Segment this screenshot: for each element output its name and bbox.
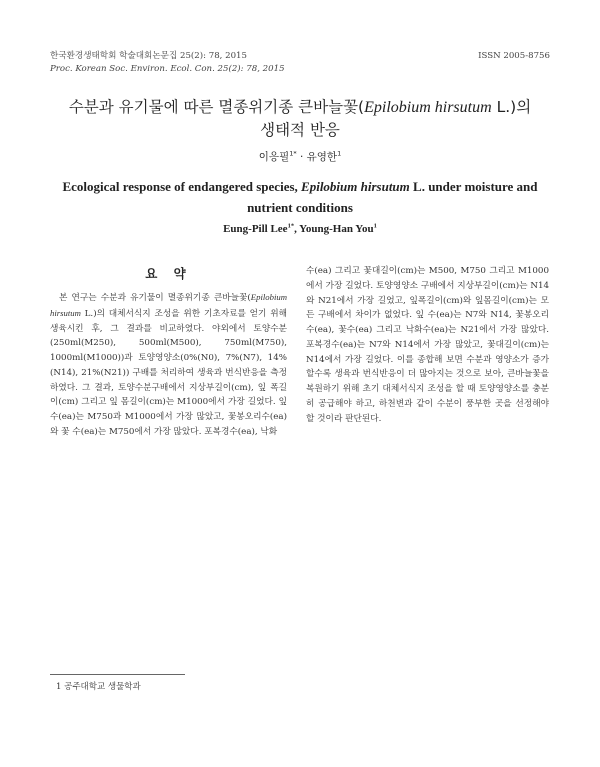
abstract-right-body: 수(ea) 그리고 꽃대길이(cm)는 M500, M750 그리고 M1000에서 가장 길었다. 토양영양소 구배에서 지상부길이(cm)는 N14와 N21에서 가장 길었고, 잎폭길이(cm)와 잎몸길이(cm)는 모든 구배에서 차이가 없었다. 잎 수(ea)는 N7와 N14, 꽃봉오리수(ea), 꽃수(ea) 그리고 낙화수(ea)는 N21에서 가장 많았다. 포복경수(ea)는 N7와 N14에서 가장 많았고, 꽃대길이(cm)는 N14에서 가장 길었다. 이를 종합해 보면 수분과 영양소가 증가할수록 생육과 번식반응이 더 많아지는 것으로 보아, 큰바늘꽃을 복원하기 위해 초기 대체서식지 조성을 할 때 토양영양소를 충분히 공급해야 하고, 하천변과 같이 수분이 풍부한 곳을 선정해야 할 것이라 판단된다. bbox=[306, 266, 549, 424]
author-ko-2: 유영한 bbox=[306, 151, 338, 163]
journal-citation-korean: 한국환경생태학회 학술대회논문집 25(2): 78, 2015 bbox=[50, 51, 247, 61]
title-ko-part1: 수분과 유기물에 따른 멸종위기종 큰바늘꽃( bbox=[68, 98, 365, 116]
abstract-left-body: L.)의 대체서식지 조성을 위한 기초자료를 얻기 위해 생육시킨 후, 그 결과를 비교하였다. 야외에서 토양수분(250ml(M250), 500ml(M500), 750ml(M750), 1000ml(M1000))과 토양영양소(0%(N0), 7%(N7), 14%(N14), 21%(N21)) 구배를 처리하여 생육과 번식반응을 측정하였다. 그 결과, 토양수분구배에서 지상부길이(cm), 잎 폭길이(cm) 그리고 잎 몸길이(cm)는 M1000에서 가장 길었다. 잎 수(ea)는 M750과 M1000에서 가장 많았고, 꽃봉오리수(ea)와 꽃 수(ea)는 M750에서 가장 많았다. 포복경수(ea), 낙화 bbox=[50, 308, 287, 437]
author-ko-separator: · bbox=[296, 151, 307, 163]
author-ko-2-affiliation: 1 bbox=[337, 149, 342, 158]
author-en-1-affiliation: 1* bbox=[287, 222, 295, 230]
abstract-heading: 요 약 bbox=[145, 266, 192, 281]
abstract-species: Epilobium hirsutum bbox=[50, 292, 287, 318]
title-ko-part2: L.)의 bbox=[491, 98, 532, 116]
footnote-divider bbox=[50, 674, 185, 675]
authors-korean bbox=[0, 149, 600, 164]
paper-title-korean bbox=[0, 96, 600, 141]
title-en-part2: L. under moisture and nutrient conditions bbox=[247, 179, 538, 215]
title-ko-line2: 생태적 반응 bbox=[260, 121, 340, 139]
title-en-species: Epilobium hirsutum bbox=[301, 179, 410, 194]
paper-title-english bbox=[40, 176, 560, 218]
author-en-2: Young-Han You bbox=[299, 223, 374, 235]
abstract-right-column bbox=[306, 264, 549, 426]
author-ko-1-affiliation: 1* bbox=[289, 149, 297, 158]
author-en-separator: , bbox=[294, 223, 300, 235]
title-en-part1: Ecological response of endangered species, bbox=[62, 179, 302, 194]
title-ko-species: Epilobium hirsutum bbox=[364, 99, 492, 116]
author-ko-1: 이응필 bbox=[258, 151, 290, 163]
abstract-left-column bbox=[50, 290, 287, 440]
author-en-1: Eung-Pill Lee bbox=[223, 223, 288, 235]
footnote-affiliation: 1 공주대학교 생물학과 bbox=[56, 682, 141, 692]
abstract-paragraph-left bbox=[50, 290, 287, 440]
journal-citation-english: Proc. Korean Soc. Environ. Ecol. Con. 25(2): 78, 2015 bbox=[50, 64, 285, 74]
authors-english bbox=[0, 223, 600, 235]
abstract-intro: 본 연구는 수분과 유기물이 멸종위기종 큰바늘꽃( bbox=[59, 293, 251, 303]
issn-number: ISSN 2005-8756 bbox=[478, 51, 550, 61]
author-en-2-affiliation: 1 bbox=[373, 222, 377, 230]
journal-header bbox=[50, 50, 550, 76]
